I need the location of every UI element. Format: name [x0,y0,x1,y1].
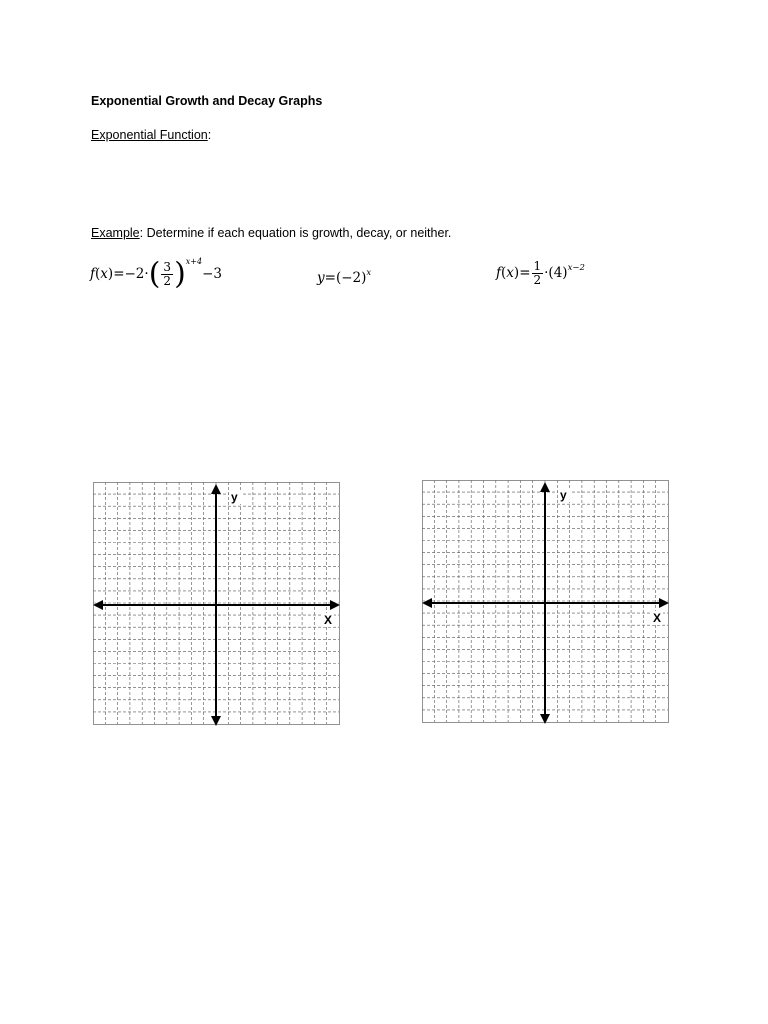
x-axis-arrow-right-left [330,600,340,610]
equation-3: f(x)= $\frac{1}{2}$ $\cdot(4)^{x-2}$ [496,259,585,287]
y-axis-arrow-up-left [211,484,221,494]
eq1-frac-den: 2 [163,274,172,288]
eq1-exponent: x+4 [185,257,203,266]
definition-colon: : [207,128,212,142]
eq3-frac-num: 1 [533,259,542,273]
eq1-arg: x [100,266,108,282]
eq3-fraction [532,260,544,287]
coordinate-grid-right [422,480,672,726]
eq3-frac-den: 2 [533,273,542,287]
x-axis-arrow-right-right [659,598,669,608]
eq3-exponent: x−2 [567,263,585,273]
eq1-coef: =−2· [113,266,149,282]
y-axis-label-right: y [560,488,567,502]
y-axis-arrow-up-right [540,482,550,492]
eq1-frac-num: 3 [163,260,172,274]
eq3-mid: ·(4) [544,265,568,281]
definition-label: Exponential Function [91,128,208,142]
eq3-arg: x [506,265,514,281]
example-instructions: : Determine if each equation is growth, decay, or neither. [139,226,452,240]
eq3-lhs: f [496,265,501,281]
worksheet-title: Exponential Growth and Decay Graphs [91,94,323,108]
equation-2 [317,268,371,286]
eq1-lhs: f [90,266,95,282]
x-axis-label-right: X [653,611,662,625]
equation-1: f(x)=−2·( $\frac{3}{2}$ )$^{x+4}$−3 [90,256,222,292]
x-axis-arrow-left-right [422,598,432,608]
eq2-body: =(−2) [324,270,367,286]
eq3-eq: = [519,265,531,281]
eq1-tail: −3 [202,266,222,282]
x-axis-label-left: X [324,613,333,627]
y-axis-label-left: y [231,490,238,504]
eq2-lhs: y [317,270,325,286]
coordinate-grid-left [93,482,343,728]
definition-line [91,128,211,142]
example-line [91,226,451,240]
x-axis-arrow-left-left [93,600,103,610]
example-label: Example [91,226,140,240]
eq2-exponent: x [366,268,372,278]
eq1-fraction [161,261,173,288]
